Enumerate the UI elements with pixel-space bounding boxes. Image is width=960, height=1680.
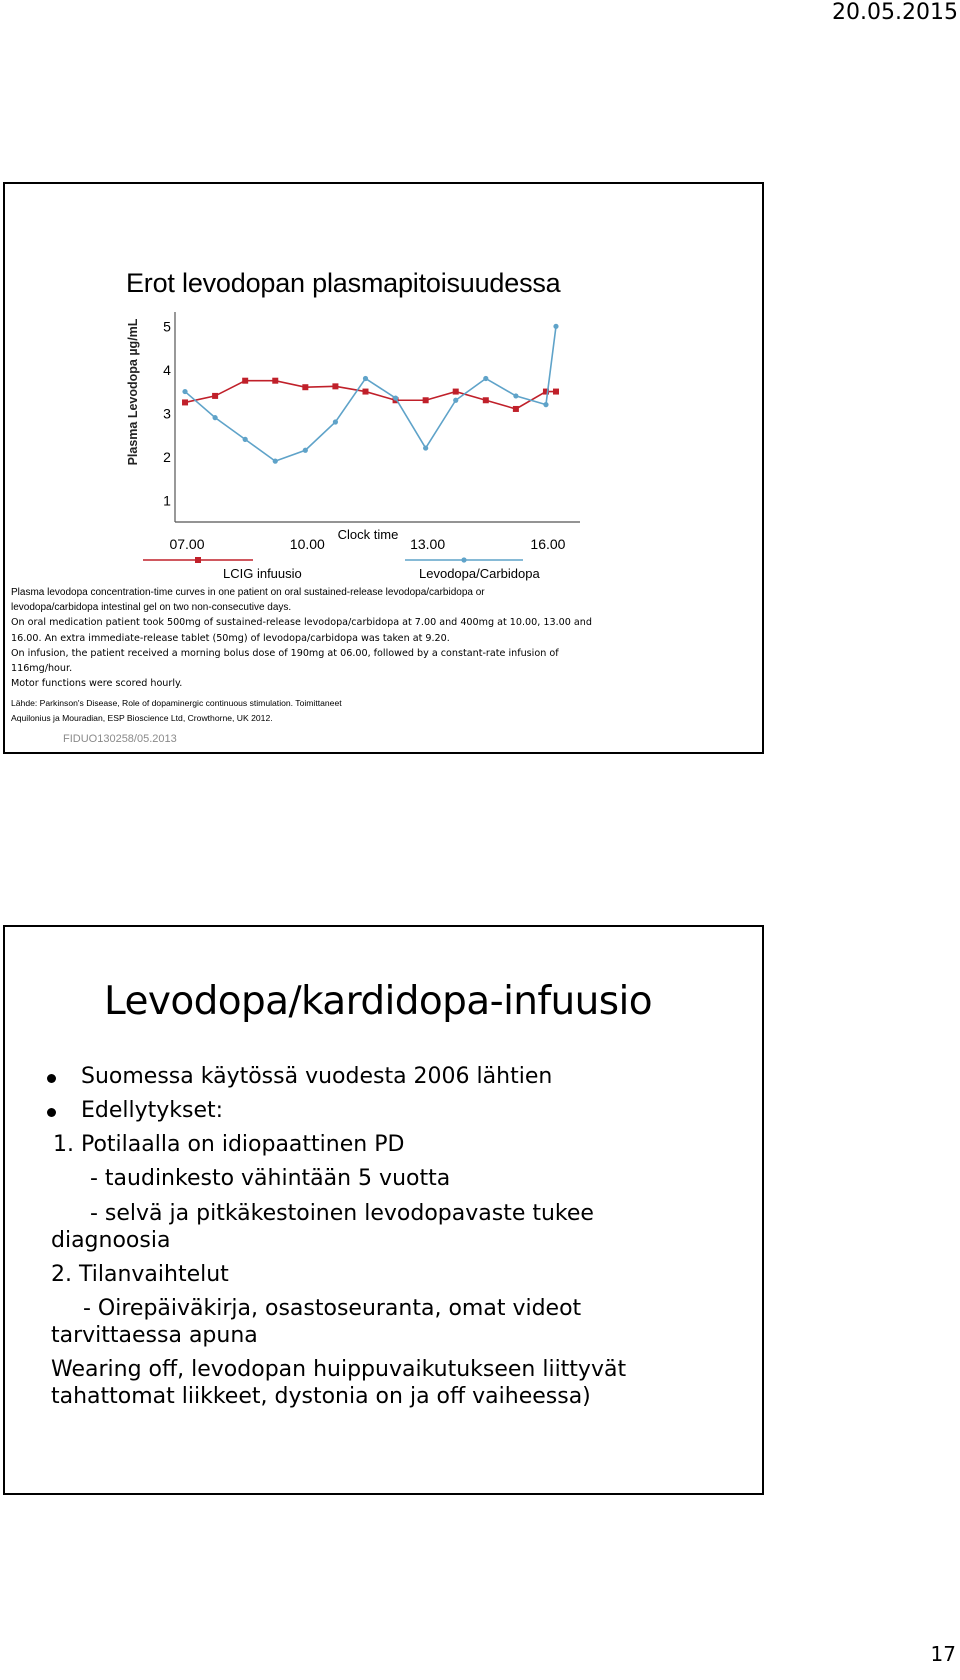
- x-tick-label: 07.00: [169, 536, 205, 552]
- caption-line: On oral medication patient took 500mg of sustained-release levodopa/carbidopa at 7.00 and 400mg at 10.00, 13.00 and: [11, 617, 592, 628]
- slide-title: Levodopa/kardidopa-infuusio: [104, 979, 653, 1024]
- chart-legend: [143, 557, 540, 581]
- data-point: [273, 459, 278, 464]
- chart-axes: [175, 312, 580, 522]
- data-point: [332, 383, 338, 389]
- data-point: [453, 389, 459, 395]
- bullet-item: [81, 1098, 223, 1123]
- bullet-dot-icon: [47, 1108, 56, 1117]
- data-point: [243, 437, 248, 442]
- data-point: [553, 324, 558, 329]
- caption-line: 116mg/hour.: [11, 663, 73, 674]
- legend-item: [405, 557, 540, 581]
- bullet-text: Suomessa käytössä vuodesta 2006 lähtien: [81, 1064, 553, 1089]
- header-date: 20.05.2015: [832, 0, 958, 25]
- data-point: [423, 445, 428, 450]
- bullet-dot-icon: [47, 1074, 56, 1083]
- x-tick-label: 10.00: [289, 536, 325, 552]
- series-0: [182, 378, 559, 412]
- data-point: [483, 376, 488, 381]
- page-number: 17: [930, 1642, 956, 1666]
- document-code: FIDUO130258/05.2013: [63, 733, 177, 745]
- x-tick-label: 13.00: [410, 536, 446, 552]
- source-reference: [11, 696, 342, 726]
- sub-item-continued: tarvittaessa apuna: [51, 1323, 258, 1348]
- sub-item: - Oirepäiväkirja, osastoseuranta, omat videot: [83, 1296, 582, 1321]
- data-point: [182, 399, 188, 405]
- y-axis-label: Plasma Levodopa µg/mL: [126, 318, 140, 466]
- legend-marker: [461, 557, 466, 562]
- sub-item-continued: diagnoosia: [51, 1228, 171, 1253]
- source-line: Aquilonius ja Mouradian, ESP Bioscience Ltd, Crowthorne, UK 2012.: [11, 713, 273, 723]
- caption-line: levodopa/carbidopa intestinal gel on two non-consecutive days.: [11, 602, 292, 613]
- data-point: [553, 389, 559, 395]
- series-layer: [182, 324, 559, 464]
- source-line: Lähde: Parkinson's Disease, Role of dopaminergic continuous stimulation. Toimittaneet: [11, 698, 342, 708]
- data-point: [363, 376, 368, 381]
- data-point: [513, 393, 518, 398]
- legend-item: [143, 557, 302, 581]
- data-point: [423, 397, 429, 403]
- data-point: [213, 415, 218, 420]
- slide-title: Erot levodopan plasmapitoisuudessa: [126, 268, 561, 298]
- data-point: [272, 378, 278, 384]
- data-point: [242, 378, 248, 384]
- y-tick-label: 2: [163, 448, 171, 465]
- data-point: [302, 384, 308, 390]
- data-point: [182, 389, 187, 394]
- data-point: [212, 393, 218, 399]
- data-point: [483, 397, 489, 403]
- legend-label: Levodopa/Carbidopa: [419, 566, 540, 581]
- paragraph-line: Wearing off, levodopan huippuvaikutukseen liittyvät: [51, 1357, 627, 1382]
- data-point: [393, 395, 398, 400]
- y-tick-label: 5: [163, 318, 171, 335]
- slide-infuusio: [3, 925, 764, 1495]
- caption-line: 16.00. An extra immediate-release tablet (50mg) of levodopa/carbidopa was taken at 9.20.: [11, 633, 450, 644]
- sub-item: - selvä ja pitkäkestoinen levodopavaste tukee: [90, 1201, 594, 1226]
- caption-line: Plasma levodopa concentration-time curves in one patient on oral sustained-release levodopa/carbidopa or: [11, 587, 485, 598]
- bullet-item: [81, 1064, 552, 1089]
- bullet-text: Edellytykset:: [81, 1098, 224, 1123]
- y-tick-label: 4: [163, 361, 171, 378]
- series-line: [185, 381, 556, 409]
- x-tick-label: 16.00: [530, 536, 566, 552]
- legend-marker: [195, 557, 201, 563]
- y-tick-labels: [163, 318, 171, 508]
- caption-line: Motor functions were scored hourly.: [11, 678, 183, 689]
- data-point: [333, 419, 338, 424]
- numbered-item: 2. Tilanvaihtelut: [51, 1262, 229, 1287]
- data-point: [543, 402, 548, 407]
- caption-line: On infusion, the patient received a morning bolus dose of 190mg at 06.00, followed by a constant-rate infusion of: [11, 648, 559, 659]
- x-axis-label: Clock time: [337, 527, 399, 542]
- data-point: [362, 389, 368, 395]
- sub-item: - taudinkesto vähintään 5 vuotta: [90, 1166, 451, 1191]
- y-tick-label: 3: [163, 405, 171, 422]
- data-point: [453, 398, 458, 403]
- legend-label: LCIG infuusio: [223, 566, 302, 581]
- y-tick-label: 1: [163, 492, 171, 509]
- numbered-item: 1. Potilaalla on idiopaattinen PD: [53, 1132, 405, 1157]
- slide-levodopa-plasma: [3, 182, 764, 754]
- data-point: [513, 406, 519, 412]
- data-point: [303, 448, 308, 453]
- paragraph-line: tahattomat liikkeet, dystonia on ja off vaiheessa): [51, 1384, 591, 1409]
